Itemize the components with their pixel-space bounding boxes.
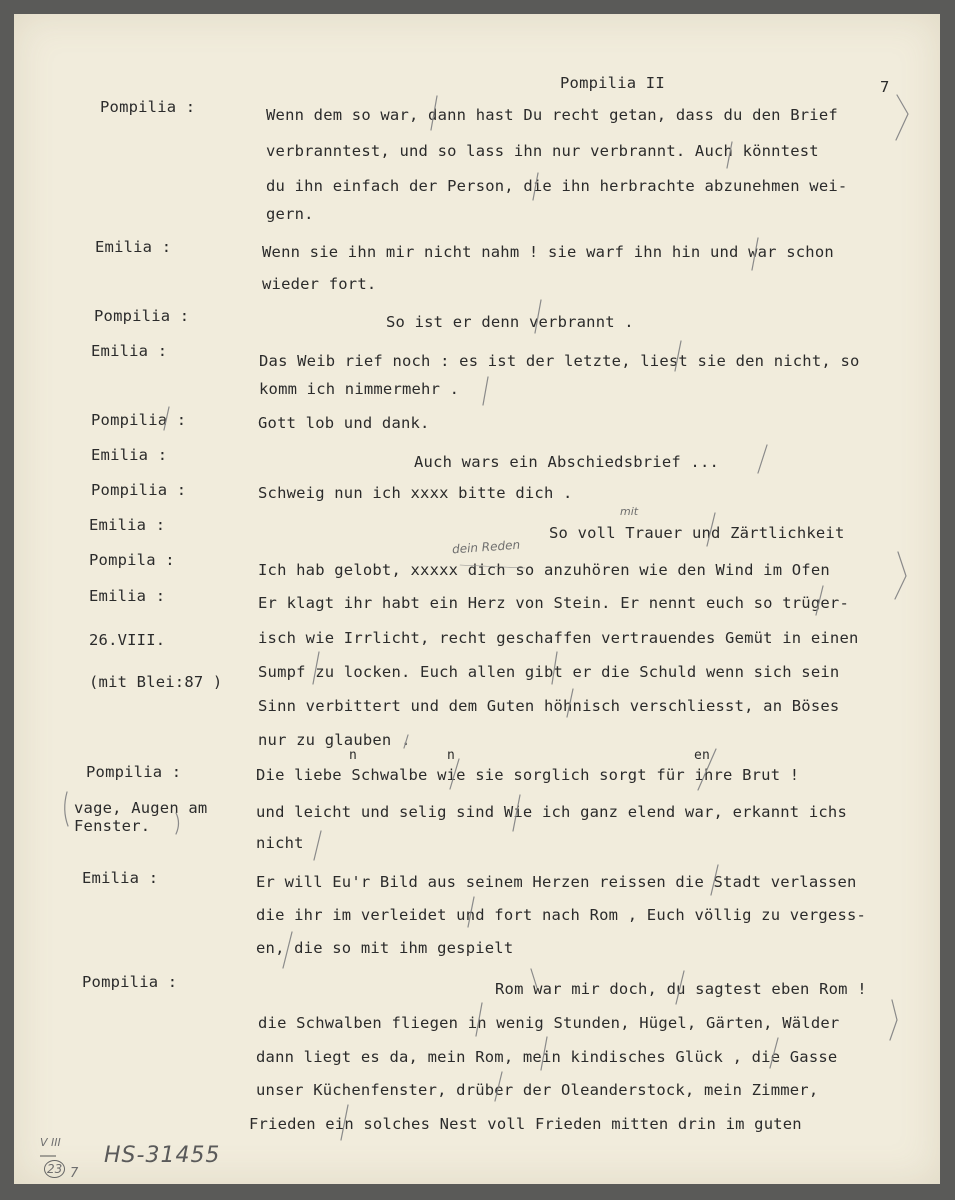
folio-suffix: 7 [70,1166,79,1181]
speaker-label: Pompilia : [100,98,196,116]
dialogue-line: gern. [266,205,314,223]
dialogue-line: Auch wars ein Abschiedsbrief ... [414,453,720,471]
folio-number: 23 [44,1160,65,1178]
handwritten-insertion: dein Reden [451,537,521,557]
dialogue-line: dann liegt es da, mein Rom, mein kindisches Glück , die Gasse [256,1048,838,1066]
dialogue-line: und leicht und selig sind Wie ich ganz elend war, erkannt ichs [256,803,847,821]
dialogue-line: So voll Trauer und Zärtlichkeit [549,524,845,542]
folio-mark: V III [40,1136,61,1149]
dialogue-line: Er will Eu'r Bild aus seinem Herzen reissen die Stadt verlassen [256,873,857,891]
page-number: 7 [880,78,890,96]
dialogue-line: isch wie Irrlicht, recht geschaffen vertrauendes Gemüt in einen [258,629,859,647]
dialogue-line: unser Küchenfenster, drüber der Oleanderstock, mein Zimmer, [256,1081,819,1099]
speaker-label: Emilia : [89,516,166,534]
dialogue-line: du ihn einfach der Person, die ihn herbrachte abzunehmen wei- [266,177,848,195]
dialogue-line: wieder fort. [262,275,377,293]
dialogue-line: komm ich nimmermehr . [259,380,460,398]
dialogue-line: nur zu glauben . [258,731,411,749]
handwritten-insertion: mit [620,505,639,518]
speaker-label: Pompilia : [94,307,190,325]
date-note: 26.VIII. [89,631,166,649]
dialogue-line: Frieden ein solches Nest voll Frieden mitten drin im guten [249,1115,802,1133]
speaker-label: Pompilia : [82,973,178,991]
dialogue-line: die ihr im verleidet und fort nach Rom , Euch völlig zu vergess- [256,906,867,924]
speaker-label: Emilia : [91,446,168,464]
dialogue-line: Schweig nun ich xxxx bitte dich . [258,484,573,502]
speaker-label: Emilia : [91,342,168,360]
page-title: Pompilia II [560,74,665,92]
dialogue-line: So ist er denn verbrannt . [386,313,634,331]
dialogue-line: Gott lob und dank. [258,414,430,432]
speaker-label: Pompila : [89,551,175,569]
dialogue-line: Sinn verbittert und dem Guten höhnisch verschliesst, an Böses [258,697,840,715]
speaker-label: Pompilia : [91,481,187,499]
archive-signature: HS-31455 [104,1143,221,1168]
dialogue-line: Rom war mir doch, du sagtest eben Rom ! [495,980,867,998]
typed-insertion: n [349,748,358,763]
dialogue-line: Wenn sie ihn mir nicht nahm ! sie warf ihn hin und war schon [262,243,834,261]
dialogue-line: Sumpf zu locken. Euch allen gibt er die Schuld wenn sich sein [258,663,840,681]
speaker-label: Emilia : [82,869,159,887]
speaker-label: Pompilia : [86,763,182,781]
dialogue-line: Die liebe Schwalbe wie sie sorglich sorgt für ihre Brut ! [256,766,800,784]
pencil-note: (mit Blei:87 ) [89,673,223,691]
stage-direction: vage, Augen am [74,799,208,817]
dialogue-line: Ich hab gelobt, xxxxx dich so anzuhören wie den Wind im Ofen [258,561,830,579]
speaker-label: Emilia : [95,238,172,256]
dialogue-line: Er klagt ihr habt ein Herz von Stein. Er nennt euch so trüger- [258,594,849,612]
typed-insertion: n [447,748,456,763]
speaker-label: Emilia : [89,587,166,605]
dialogue-line: verbranntest, und so lass ihn nur verbrannt. Auch könntest [266,142,819,160]
stage-direction: Fenster. [74,817,151,835]
dialogue-line: Wenn dem so war, dann hast Du recht getan, dass du den Brief [266,106,838,124]
dialogue-line: Das Weib rief noch : es ist der letzte, liest sie den nicht, so [259,352,860,370]
dialogue-line: nicht [256,834,304,852]
dialogue-line: die Schwalben fliegen in wenig Stunden, Hügel, Gärten, Wälder [258,1014,840,1032]
typed-insertion: en [694,748,711,763]
dialogue-line: en, die so mit ihm gespielt [256,939,514,957]
speaker-label: Pompilia : [91,411,187,429]
